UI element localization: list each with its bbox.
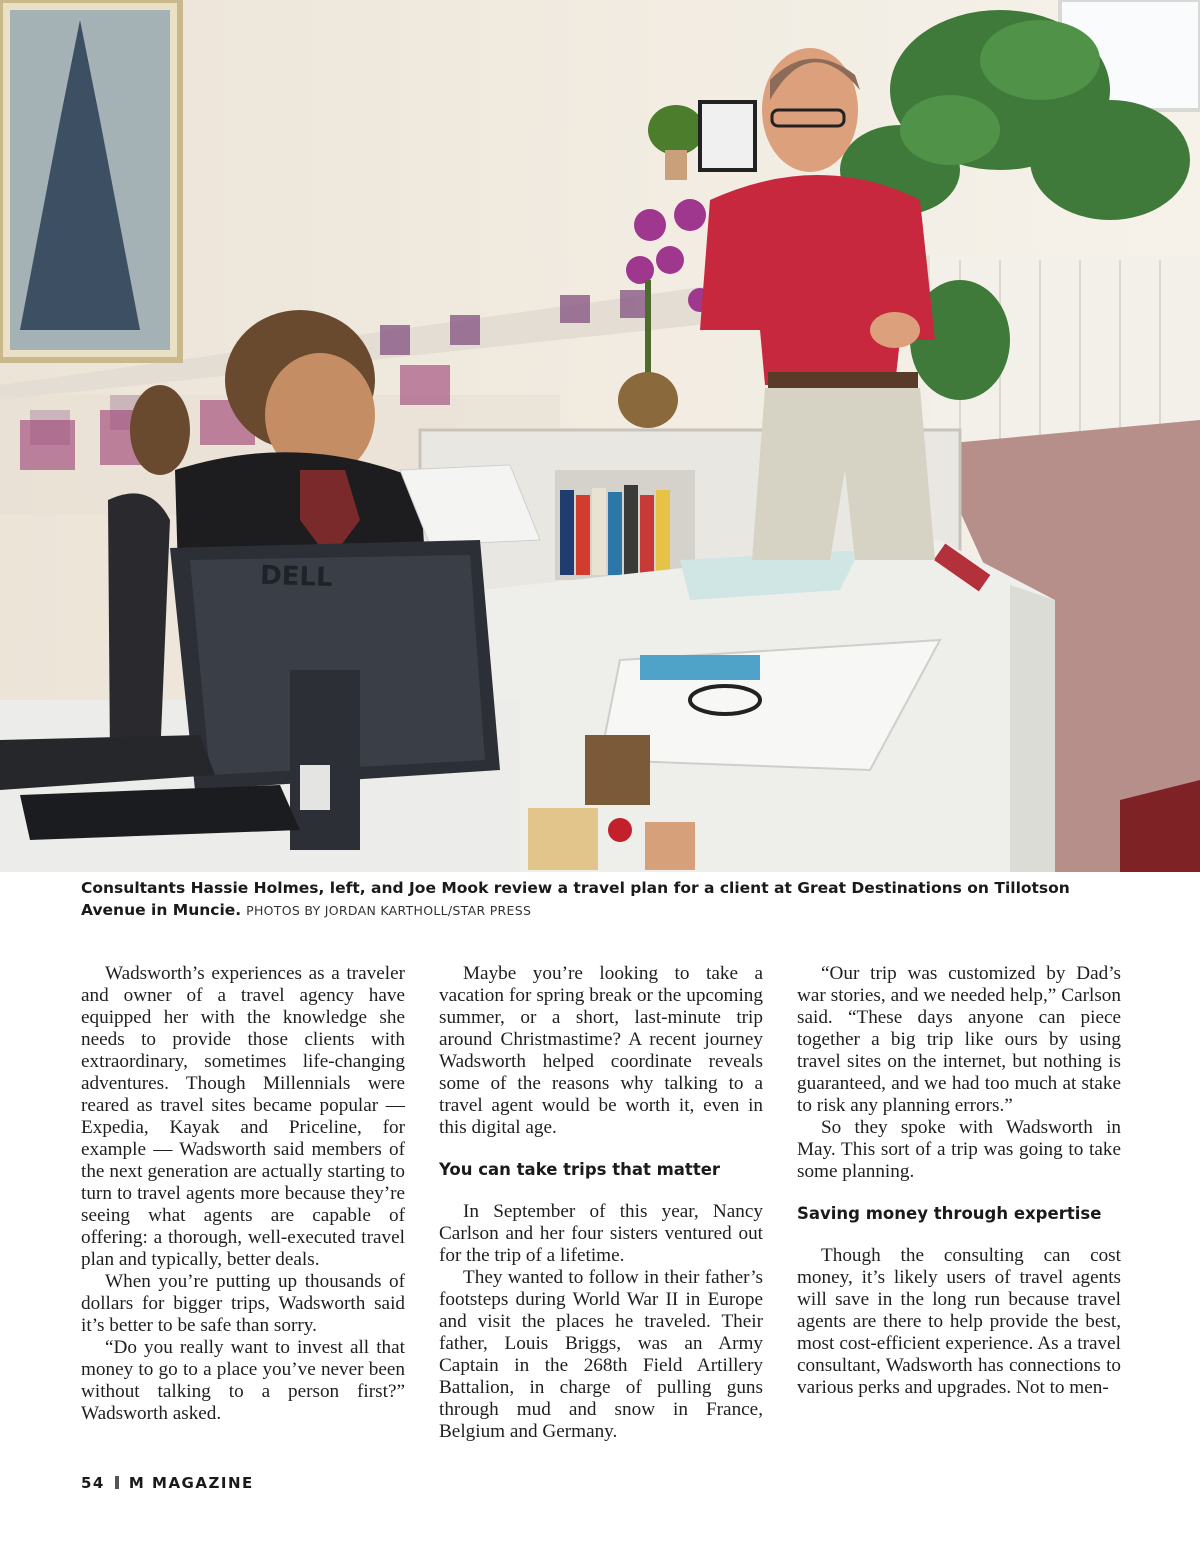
photo-credit: PHOTOS BY JORDAN KARTHOLL/STAR PRESS	[246, 903, 532, 918]
page-footer	[81, 1474, 254, 1492]
paragraph: Maybe you’re looking to take a vacation for spring break or the upcoming summer, or a short, last-minute trip around Christmastime? A recent journey Wadsworth helped coordinate reveals some of the reasons why talking to a travel agent would be worth it, even in this digital age.	[439, 963, 763, 1138]
article-column-1	[81, 963, 405, 1425]
article-column-3	[797, 963, 1121, 1399]
paragraph: “Do you really want to invest all that money to go to a place you’ve never been without talking to a person first?” Wadsworth asked.	[81, 1337, 405, 1424]
paragraph: Wadsworth’s experiences as a traveler and owner of a travel agency have equipped her with the knowledge she needs to provide those clients with extraordinary, sometimes life-changing adventures. Though Millennials were reared as travel sites became popular — Expedia, Kayak and Priceline, for example — Wadsworth said members of the next generation are actually starting to turn to travel agents more because they’re seeing what agents are capable of offering: a thorough, well-executed travel plan and typically, better deals.	[81, 963, 405, 1270]
caption-text: Consultants Hassie Holmes, left, and Joe Mook review a travel plan for a client at Great Destinations on Tillotson Avenue in Muncie.	[81, 879, 1070, 919]
paragraph: “Our trip was customized by Dad’s war stories, and we needed help,” Carlson said. “These days anyone can piece together a big trip like ours by using travel sites on the internet, but nothing is guaranteed, and we had too much at stake to risk any planning errors.”	[797, 963, 1121, 1116]
paragraph: So they spoke with Wadsworth in May. This sort of a trip was going to take some planning.	[797, 1117, 1121, 1182]
photo-caption	[81, 877, 1121, 922]
magazine-name: M MAGAZINE	[128, 1474, 254, 1492]
paragraph: Though the consulting can cost money, it’s likely users of travel agents will save in the long run because travel agents are there to help provide the best, most cost-efficient experience. As a travel consultant, Wadsworth has connections to various perks and upgrades. Not to men-	[797, 1245, 1121, 1398]
page-number: 54	[81, 1474, 105, 1492]
paragraph: In September of this year, Nancy Carlson and her four sisters ventured out for the trip of a lifetime.	[439, 1201, 763, 1266]
footer-separator	[115, 1476, 119, 1489]
section-heading: Saving money through expertise	[797, 1204, 1102, 1223]
paragraph: They wanted to follow in their father’s footsteps during World War II in Europe and visit the places he traveled. Their father, Louis Briggs, was an Army Captain in the 268th Field Artillery Battalion, in charge of pulling guns through mud and snow in France, Belgium and Germany.	[439, 1267, 763, 1442]
section-heading: You can take trips that matter	[439, 1160, 721, 1179]
paragraph: When you’re putting up thousands of dollars for bigger trips, Wadsworth said it’s better to be safe than sorry.	[81, 1271, 405, 1336]
article-column-2	[439, 963, 763, 1443]
monitor-logo: DELL	[259, 560, 334, 594]
